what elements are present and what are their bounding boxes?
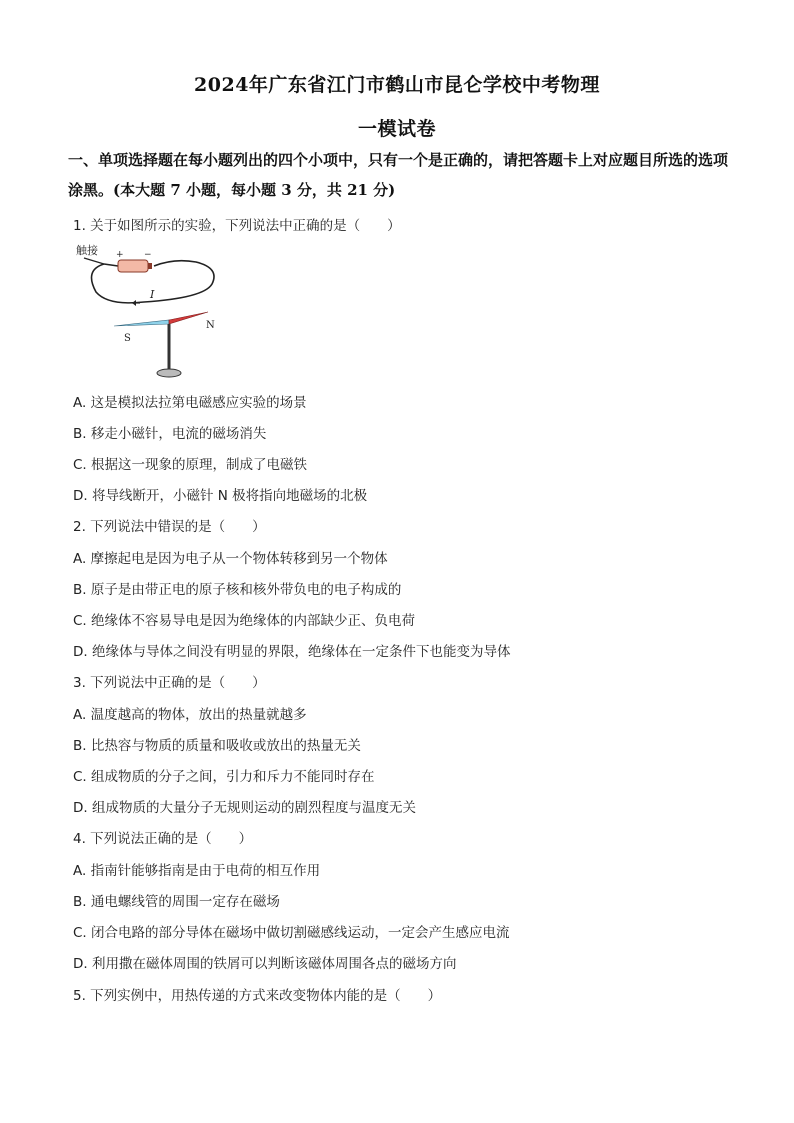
question-2-stem: 2. 下列说法中错误的是（ ） bbox=[73, 519, 266, 535]
question-1-stem: 1. 关于如图所示的实验，下列说法中正确的是（ ） bbox=[73, 218, 401, 234]
stand-base bbox=[157, 369, 181, 377]
q2-option-c: C. 绝缘体不容易导电是因为绝缘体的内部缺少正、负电荷 bbox=[73, 613, 416, 629]
label-s: S bbox=[124, 333, 131, 344]
q3-option-c: C. 组成物质的分子之间，引力和斥力不能同时存在 bbox=[73, 769, 375, 785]
page-subtitle: 一模试卷 bbox=[357, 118, 436, 140]
question-3-stem: 3. 下列说法中正确的是（ ） bbox=[73, 675, 266, 691]
q4-option-b: B. 通电螺线管的周围一定存在磁场 bbox=[73, 894, 280, 910]
battery-minus: − bbox=[144, 250, 152, 260]
q3-option-b: B. 比热容与物质的质量和吸收或放出的热量无关 bbox=[73, 738, 361, 754]
battery-terminal bbox=[148, 263, 152, 269]
q1-option-a: A. 这是模拟法拉第电磁感应实验的场景 bbox=[73, 395, 307, 411]
q2-option-b: B. 原子是由带正电的原子核和核外带负电的电子构成的 bbox=[73, 582, 402, 598]
q3-option-d: D. 组成物质的大量分子无规则运动的剧烈程度与温度无关 bbox=[73, 800, 416, 816]
current-label: I bbox=[150, 288, 155, 301]
question-4-stem: 4. 下列说法正确的是（ ） bbox=[73, 831, 253, 847]
experiment-figure bbox=[74, 240, 224, 380]
q2-option-a: A. 摩擦起电是因为电子从一个物体转移到另一个物体 bbox=[73, 551, 388, 567]
battery bbox=[118, 260, 148, 272]
q4-option-c: C. 闭合电路的部分导体在磁场中做切割磁感线运动，一定会产生感应电流 bbox=[73, 925, 510, 941]
q1-option-b: B. 移走小磁针，电流的磁场消失 bbox=[73, 426, 267, 442]
label-touch: 触接 bbox=[76, 244, 98, 257]
page-title: 2024年广东省江门市鹤山市昆仑学校中考物理 bbox=[194, 74, 600, 96]
touch-pointer bbox=[84, 258, 104, 264]
q1-option-c: C. 根据这一现象的原理，制成了电磁铁 bbox=[73, 457, 308, 473]
section-heading: 一、单项选择题在每小题列出的四个小项中，只有一个是正确的，请把答题卡上对应题目所选的选项涂黑。(本大题 7 小题，每小题 3 分，共 21 分) bbox=[68, 151, 729, 199]
current-arrowhead bbox=[132, 300, 136, 306]
q4-option-d: D. 利用撒在磁体周围的铁屑可以判断该磁体周围各点的磁场方向 bbox=[73, 956, 457, 972]
battery-plus: + bbox=[116, 250, 124, 260]
question-5-stem: 5. 下列实例中，用热传递的方式来改变物体内能的是（ ） bbox=[73, 988, 442, 1004]
needle-south bbox=[114, 320, 169, 326]
label-n: N bbox=[206, 320, 215, 331]
wire-lead bbox=[104, 264, 118, 266]
q2-option-d: D. 绝缘体与导体之间没有明显的界限，绝缘体在一定条件下也能变为导体 bbox=[73, 644, 511, 660]
needle-north bbox=[169, 312, 208, 324]
q4-option-a: A. 指南针能够指南是由于电荷的相互作用 bbox=[73, 863, 321, 879]
q3-option-a: A. 温度越高的物体，放出的热量就越多 bbox=[73, 707, 307, 723]
q1-option-d: D. 将导线断开，小磁针 N 极将指向地磁场的北极 bbox=[73, 488, 368, 504]
